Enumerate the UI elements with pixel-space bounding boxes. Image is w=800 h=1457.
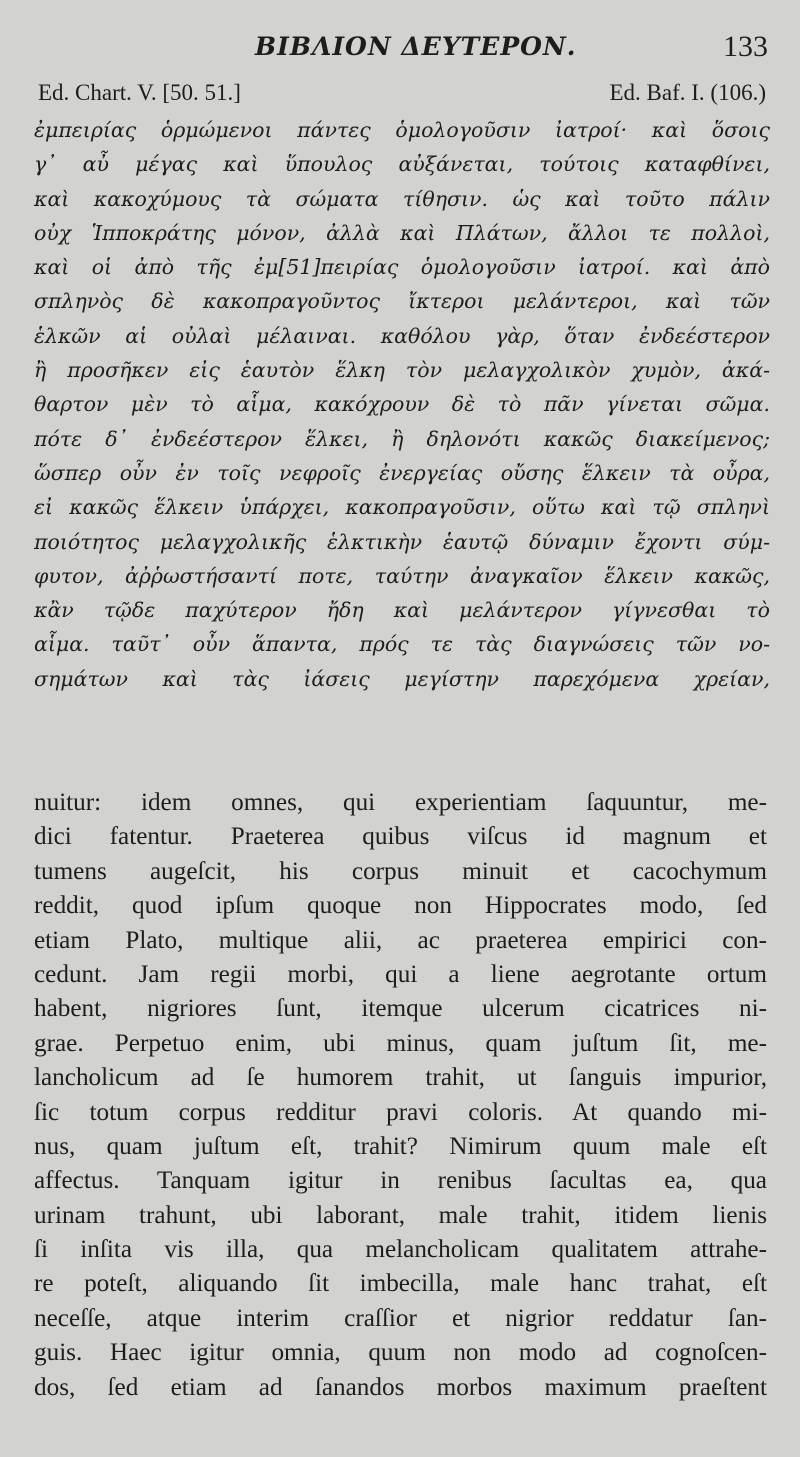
latin-line: cedunt. Jam regii morbi, qui a liene aegrotante ortum xyxy=(34,960,767,988)
greek-line: εἰ κακῶς ἕλκειν ὑπάρχει, κακοπραγοῦσιν, οὕτω καὶ τῷ σπληνὶ xyxy=(34,495,770,520)
greek-line: γ᾽ αὖ μέγας καὶ ὕπουλος αὐξάνεται, τούτοις καταφθίνει, xyxy=(34,152,770,177)
page-number: 133 xyxy=(723,30,768,63)
latin-line: reddit, quod ipſum quoque non Hippocrates modo, ſed xyxy=(34,892,767,920)
latin-line: habent, nigriores ſunt, itemque ulcerum cicatrices ni- xyxy=(34,995,767,1023)
greek-line: σπληνὸς δὲ κακοπραγοῦντος ἴκτεροι μελάντεροι, καὶ τῶν xyxy=(34,289,770,314)
greek-line: οὐχ Ἱπποκράτης μόνον, ἀλλὰ καὶ Πλάτων, ἄλλοι τε πολλοὶ, xyxy=(34,220,770,245)
greek-line: θαρτον μὲν τὸ αἷμα, κακόχρουν δὲ τὸ πᾶν γίνεται σῶμα. xyxy=(34,392,770,417)
latin-line: lancholicum ad ſe humorem trahit, ut ſanguis impurior, xyxy=(34,1064,767,1092)
latin-line: nuitur: idem omnes, qui experientiam ſaquuntur, me- xyxy=(34,789,767,816)
greek-line: αἷμα. ταῦτ᾽ οὖν ἅπαντα, πρός τε τὰς διαγνώσεις τῶν νο- xyxy=(34,632,770,657)
edition-reference-left: Ed. Chart. V. [50. 51.] xyxy=(38,80,241,105)
greek-line: ἑλκῶν αἱ οὐλαὶ μέλαιναι. καθόλου γὰρ, ὅταν ἐνδεέστερον xyxy=(34,323,770,348)
latin-line: urinam trahunt, ubi laborant, male trahit, itidem lienis xyxy=(34,1201,767,1229)
greek-line: σημάτων καὶ τὰς ἰάσεις μεγίστην παρεχόμενα χρείαν, xyxy=(34,666,770,691)
latin-line: dici fatentur. Praeterea quibus viſcus id magnum et xyxy=(34,823,767,851)
latin-line: grae. Perpetuo enim, ubi minus, quam juſtum ſit, me- xyxy=(34,1029,767,1057)
latin-text-block xyxy=(34,786,767,1405)
greek-line: ὥσπερ οὖν ἐν τοῖς νεφροῖς ἐνεργείας οὔσης ἕλκειν τὰ οὖρα, xyxy=(34,460,770,485)
latin-line: ſi inſita vis illa, qua melancholicam qualitatem attrahe- xyxy=(34,1236,767,1264)
greek-line: καὶ κακοχύμους τὰ σώματα τίθησιν. ὡς καὶ τοῦτο πάλιν xyxy=(34,186,770,211)
greek-line: πότε δ᾽ ἐνδεέστερον ἕλκει, ἢ δηλονότι κακῶς διακείμενος; xyxy=(34,426,770,451)
running-title: ΒΙΒΛΙΟΝ ΔΕΥΤΕΡΟΝ. xyxy=(255,32,577,61)
latin-line: guis. Haec igitur omnia, quum non modo ad cognoſcen- xyxy=(34,1339,767,1367)
latin-line: dos, ſed etiam ad ſanandos morbos maximum praeſtent xyxy=(34,1373,767,1401)
greek-line: ἐμπειρίας ὁρμώμενοι πάντες ὁμολογοῦσιν ἰατροί· καὶ ὅσοις xyxy=(34,118,770,142)
latin-line: re poteſt, aliquando ſit imbecilla, male hanc trahat, eſt xyxy=(34,1270,767,1298)
latin-line: ſic totum corpus redditur pravi coloris. At quando mi- xyxy=(34,1098,767,1126)
latin-line: neceſſe, atque interim craſſior et nigrior reddatur ſan- xyxy=(34,1304,767,1332)
greek-line: ἢ προσῆκεν εἰς ἑαυτὸν ἕλκη τὸν μελαγχολικὸν χυμὸν, ἀκά- xyxy=(34,358,770,383)
latin-line: etiam Plato, multique alii, ac praeterea empirici con- xyxy=(34,926,767,954)
greek-line: ποιότητος μελαγχολικῆς ἑλκτικὴν ἑαυτῷ δύναμιν ἔχοντι σύμ- xyxy=(34,529,770,554)
edition-reference-right: Ed. Baf. I. (106.) xyxy=(609,80,766,105)
latin-line: tumens augeſcit, his corpus minuit et cacochymum xyxy=(34,857,767,885)
page-header xyxy=(0,30,800,70)
greek-line: κἂν τῷδε παχύτερον ἤδη καὶ μελάντερον γίγνεσθαι τὸ xyxy=(34,598,770,623)
greek-line: φυτον, ἀῤῥωστήσαντί ποτε, ταύτην ἀναγκαῖον ἕλκειν κακῶς, xyxy=(34,563,770,588)
greek-text-block xyxy=(34,113,770,696)
edition-references xyxy=(0,80,800,112)
greek-line: καὶ οἱ ἀπὸ τῆς ἐμ[51]πειρίας ὁμολογοῦσιν ἰατροί. καὶ ἀπὸ xyxy=(34,255,770,280)
latin-line: nus, quam juſtum eſt, trahit? Nimirum quum male eſt xyxy=(34,1132,767,1160)
latin-line: affectus. Tanquam igitur in renibus ſacultas ea, qua xyxy=(34,1167,767,1195)
